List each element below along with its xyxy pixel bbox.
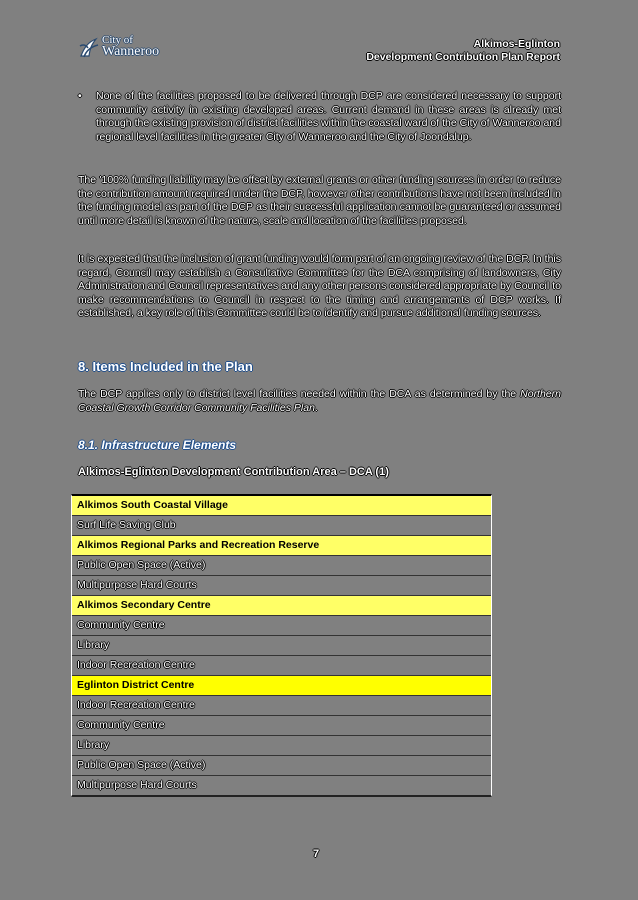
table-row: Community Centre [72,716,491,736]
table-row-group: Alkimos South Coastal Village [72,496,491,516]
table-row: Indoor Recreation Centre [72,696,491,716]
table-row: Public Open Space (Active) [72,756,491,776]
report-header [366,38,560,64]
report-title-line2: Development Contribution Plan Report [366,51,560,63]
logo-line1: City of [102,34,133,46]
table-row: Library [72,636,491,656]
bullet-icon: • [78,90,82,102]
logo-line2: Wanneroo [102,44,160,59]
section-8-heading: 8. Items Included in the Plan [78,359,253,374]
table-row-group: Alkimos Regional Parks and Recreation Reserve [72,536,491,556]
table-row: Surf Life Saving Club [72,516,491,536]
table-row-group: Alkimos Secondary Centre [72,596,491,616]
table-row: Public Open Space (Active) [72,556,491,576]
table-row: Library [72,736,491,756]
table-title: Alkimos-Eglinton Development Contribution Area – DCA (1) [78,466,389,478]
section-8-paragraph [78,388,561,415]
report-title-line1: Alkimos-Eglinton [473,38,560,50]
table-row: Multipurpose Hard Courts [72,576,491,596]
plan-reference: Northern Coastal Growth Corridor Community Facilities Plan [78,388,561,414]
table-row: Community Centre [72,616,491,636]
facility-table [71,494,492,797]
table-row: Indoor Recreation Centre [72,656,491,676]
city-of-wanneroo-logo-icon [78,36,100,60]
page-number: 7 [313,848,320,860]
city-logo [78,34,168,64]
funding-liability-paragraph: The '100% funding liability may be offset by external grants or other funding sources in order to reduce the contribution amount required under the DCP, however other contributions have not been included in the funding model as part of the DCP as their successful application cannot be guaranteed or assumed until more detail is known of the nature, scale and location of the facilities proposed. [78,174,561,227]
grant-funding-paragraph: It is expected that the inclusion of grant funding would form part of an ongoing review of the DCP. In this regard, Council may establish a Consultative Committee for the DCA comprising of landowners, City Administration and Council representatives and any other persons considered appropriate by Council to make recommendations to Council in respect to the timing and arrangements of DCP works. If established, a key role of this Committee could be to identify and pursue additional funding sources. [78,253,561,319]
table-row: Multipurpose Hard Courts [72,776,491,795]
section-8-text-end: . [314,401,318,414]
section-8-1-heading: 8.1. Infrastructure Elements [78,438,237,452]
bullet-paragraph: None of the facilities proposed to be delivered through DCP are considered necessary to support community activity in existing developed areas. Current demand in these areas is already met through the existing provision of district facilities within the coastal ward of the City of Wanneroo and regional level facilities in the greater City of Wanneroo and the City of Joondalup. [96,90,561,143]
table-row-group: Eglinton District Centre [72,676,491,696]
section-8-text: The DCP applies only to district level facilities needed within the DCA as determined by the [78,388,521,400]
